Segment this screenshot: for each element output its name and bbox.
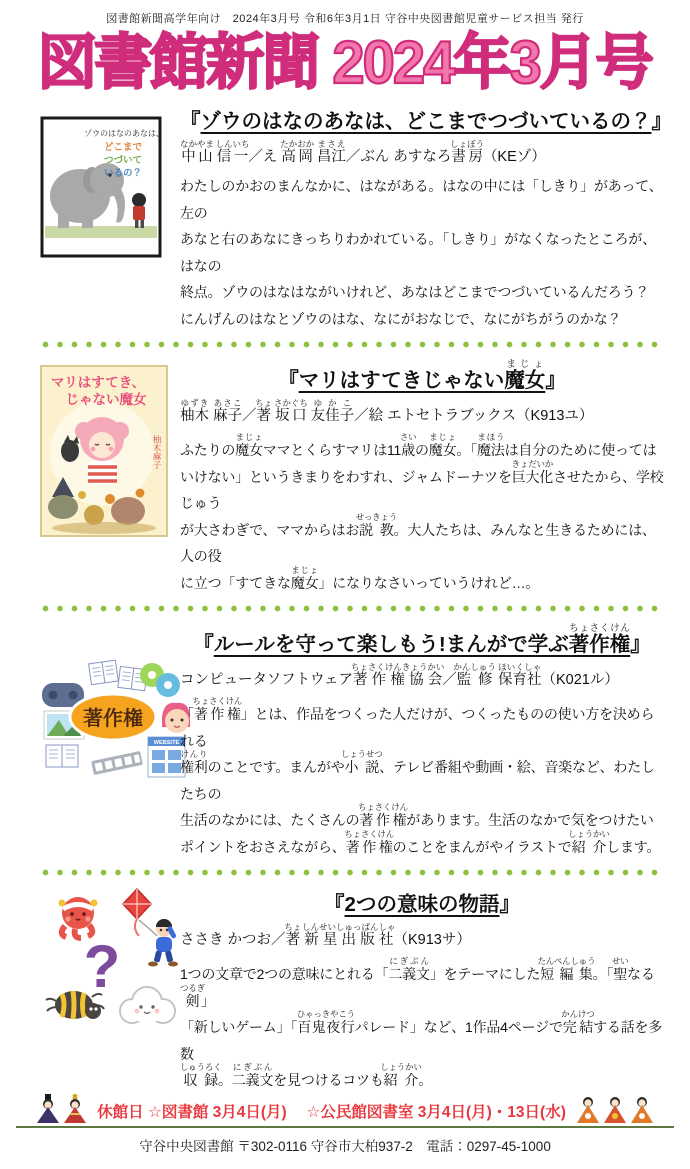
book-description: 「著作権ちょさくけん」とは、作品をつくった人だけが、つくったものの使い方を決められる 権利けんりのことです。まんがや小説しょうせつ、テレビ番組や動画・絵、音楽など、わたしたちの 生活のなかには、たくさんの著作権ちょさくけんがあります。生活のなかで気をつけたい ポイントをおさえながら、著作権ちょさくけんのことをまんがやイラストで紹介しょうかいします。	[180, 696, 661, 855]
hina-doll-icon	[630, 1094, 654, 1124]
hina-dolls-right	[576, 1094, 654, 1124]
title-text: ルールを守って楽しもう!まんがで学ぶ著作権ちょさくけん	[213, 623, 631, 657]
book-title	[180, 623, 664, 657]
question-mark: ?	[83, 933, 121, 1001]
cover-title-line1: ゾウのはなのあなは、	[84, 129, 162, 139]
copyright-illustration	[40, 619, 180, 860]
book-description: わたしのかおのまんなかに、はながある。はなの中には「しきり」があって、左の あなと右のあなにきっちりわかれている。「しきり」がなくなったところが、はなの 終点。ゾウのはなはながいけれど、あなはどこまでつづいているんだろう？ にんげんのはなとゾウのはな、なにがおなじで、なにがちがうのかな？	[180, 178, 663, 327]
witch-cover-illustration	[40, 365, 168, 537]
issue-info-line: 図書館新聞高学年向け 2024年3月号 令和6年3月1日 守谷中央図書館児童サービス担当 発行	[106, 13, 584, 25]
copyright-label: 著作権	[83, 708, 143, 731]
book-sections	[0, 100, 690, 1094]
elephant-cover-illustration	[40, 116, 162, 258]
cover-author-vertical: 柚木麻子	[152, 435, 162, 470]
book-title	[180, 887, 664, 917]
section-divider	[42, 341, 662, 348]
cover-title-line2: どこまで	[104, 142, 143, 154]
book-author: ささき かつお／著ちょ 新星出版社しんせいしゅっぱんしゃ（K913サ）	[180, 922, 471, 949]
book-section-stories	[40, 883, 664, 1094]
book-author: 柚木ゆずき 麻子あさこ／著ちょ 坂口さかぐち 友佳子ゆかこ／絵 エトセトラブックス（K913ユ）	[180, 398, 594, 425]
book-content	[174, 355, 664, 596]
hina-doll-icon	[576, 1094, 600, 1124]
hina-doll-icon	[603, 1094, 627, 1124]
title-bracket: 『	[193, 633, 214, 657]
title-text: ゾウのはなのあなは、どこまでつづいているの？	[200, 110, 652, 134]
title-bracket: 』	[499, 893, 520, 917]
book-title	[180, 104, 672, 134]
cover-title-line2: じゃない魔女	[65, 392, 147, 408]
book-cover-witch	[40, 355, 174, 596]
book-description: 1つの文章で2つの意味にとれる「二義文にぎぶん」をテーマにした短編集たんぺんしゅう。「聖せいなる剣つるぎ」 「新しいゲーム」「百鬼夜行ひゃっきやこうパレード」など、1作品4ページで完結かんけつする話を多数 収録しゅうろく。二義文にぎぶんを見つけるコツも紹介しょうかい。	[180, 956, 663, 1089]
hina-dolls-left	[36, 1094, 87, 1124]
title-bracket: 『	[324, 893, 345, 917]
hina-doll-icon	[63, 1094, 87, 1124]
story-icons	[40, 883, 174, 1094]
title-bracket: 『	[278, 369, 299, 393]
closed-notice: 休館日 ☆図書館 3月4日(月) ☆公民館図書室 3月4日(月)・13日(水)	[97, 1103, 566, 1121]
copyright-cluster-illustration	[40, 653, 190, 779]
book-content	[174, 619, 664, 860]
closed-notice-row	[0, 1094, 690, 1124]
book-section-elephant	[40, 100, 672, 332]
cover-title-line1: マリはすてき、	[50, 375, 146, 391]
cover-title-line4: いるの？	[104, 168, 143, 180]
title-bracket: 』	[630, 633, 651, 657]
hina-doll-icon	[36, 1094, 60, 1124]
title-text: マリはすてきじゃない魔女まじょ	[298, 359, 546, 393]
section-divider	[42, 869, 662, 876]
section-divider	[42, 605, 662, 612]
title-bracket: 』	[651, 110, 672, 134]
book-content	[174, 883, 664, 1094]
book-title	[180, 359, 664, 393]
book-author: 中山なかやま 信一しんいち／え 高岡たかおか 昌江まさえ／ぶん あすなろ書房しょぼう（KEゾ）	[180, 139, 546, 166]
book-cover-elephant	[40, 100, 174, 332]
story-icons-illustration	[40, 885, 190, 1031]
footer-divider	[16, 1126, 674, 1128]
cover-title-line3: つづいて	[104, 155, 143, 167]
book-section-witch	[40, 355, 664, 596]
book-author: コンピュータソフトウェア著作権協会ちょさくけんきょうかい／監修かんしゅう 保育社ほいくしゃ（K021ル）	[180, 662, 619, 689]
newsletter-title: 図書館新聞 2024年3月号	[38, 28, 652, 97]
title-bracket: 』	[545, 369, 566, 393]
title-bracket: 『	[180, 110, 201, 134]
website-label: WEBSITE	[153, 740, 180, 747]
footer	[0, 1094, 690, 1169]
library-address: 守谷中央図書館 〒302-0116 守谷市大柏937-2 電話：0297-45-1000	[139, 1138, 551, 1154]
book-section-copyright	[40, 619, 664, 860]
book-content	[174, 100, 672, 332]
book-description: ふたりの魔女まじょママとくらすマリは11歳さいの魔女まじょ。「魔法まほうは自分のために使っては いけない」というきまりをわすれ、ジャムドーナツを巨大化きょだいかさせたから、学校じゅう が大さわぎで、ママからはお説教せっきょう。大人たちは、みんなと生きるためには、人の役 に立つ「すてきな魔女まじょ」になりなさいっていうけれど…。	[180, 432, 664, 591]
title-text: 2つの意味の物語	[344, 893, 500, 917]
